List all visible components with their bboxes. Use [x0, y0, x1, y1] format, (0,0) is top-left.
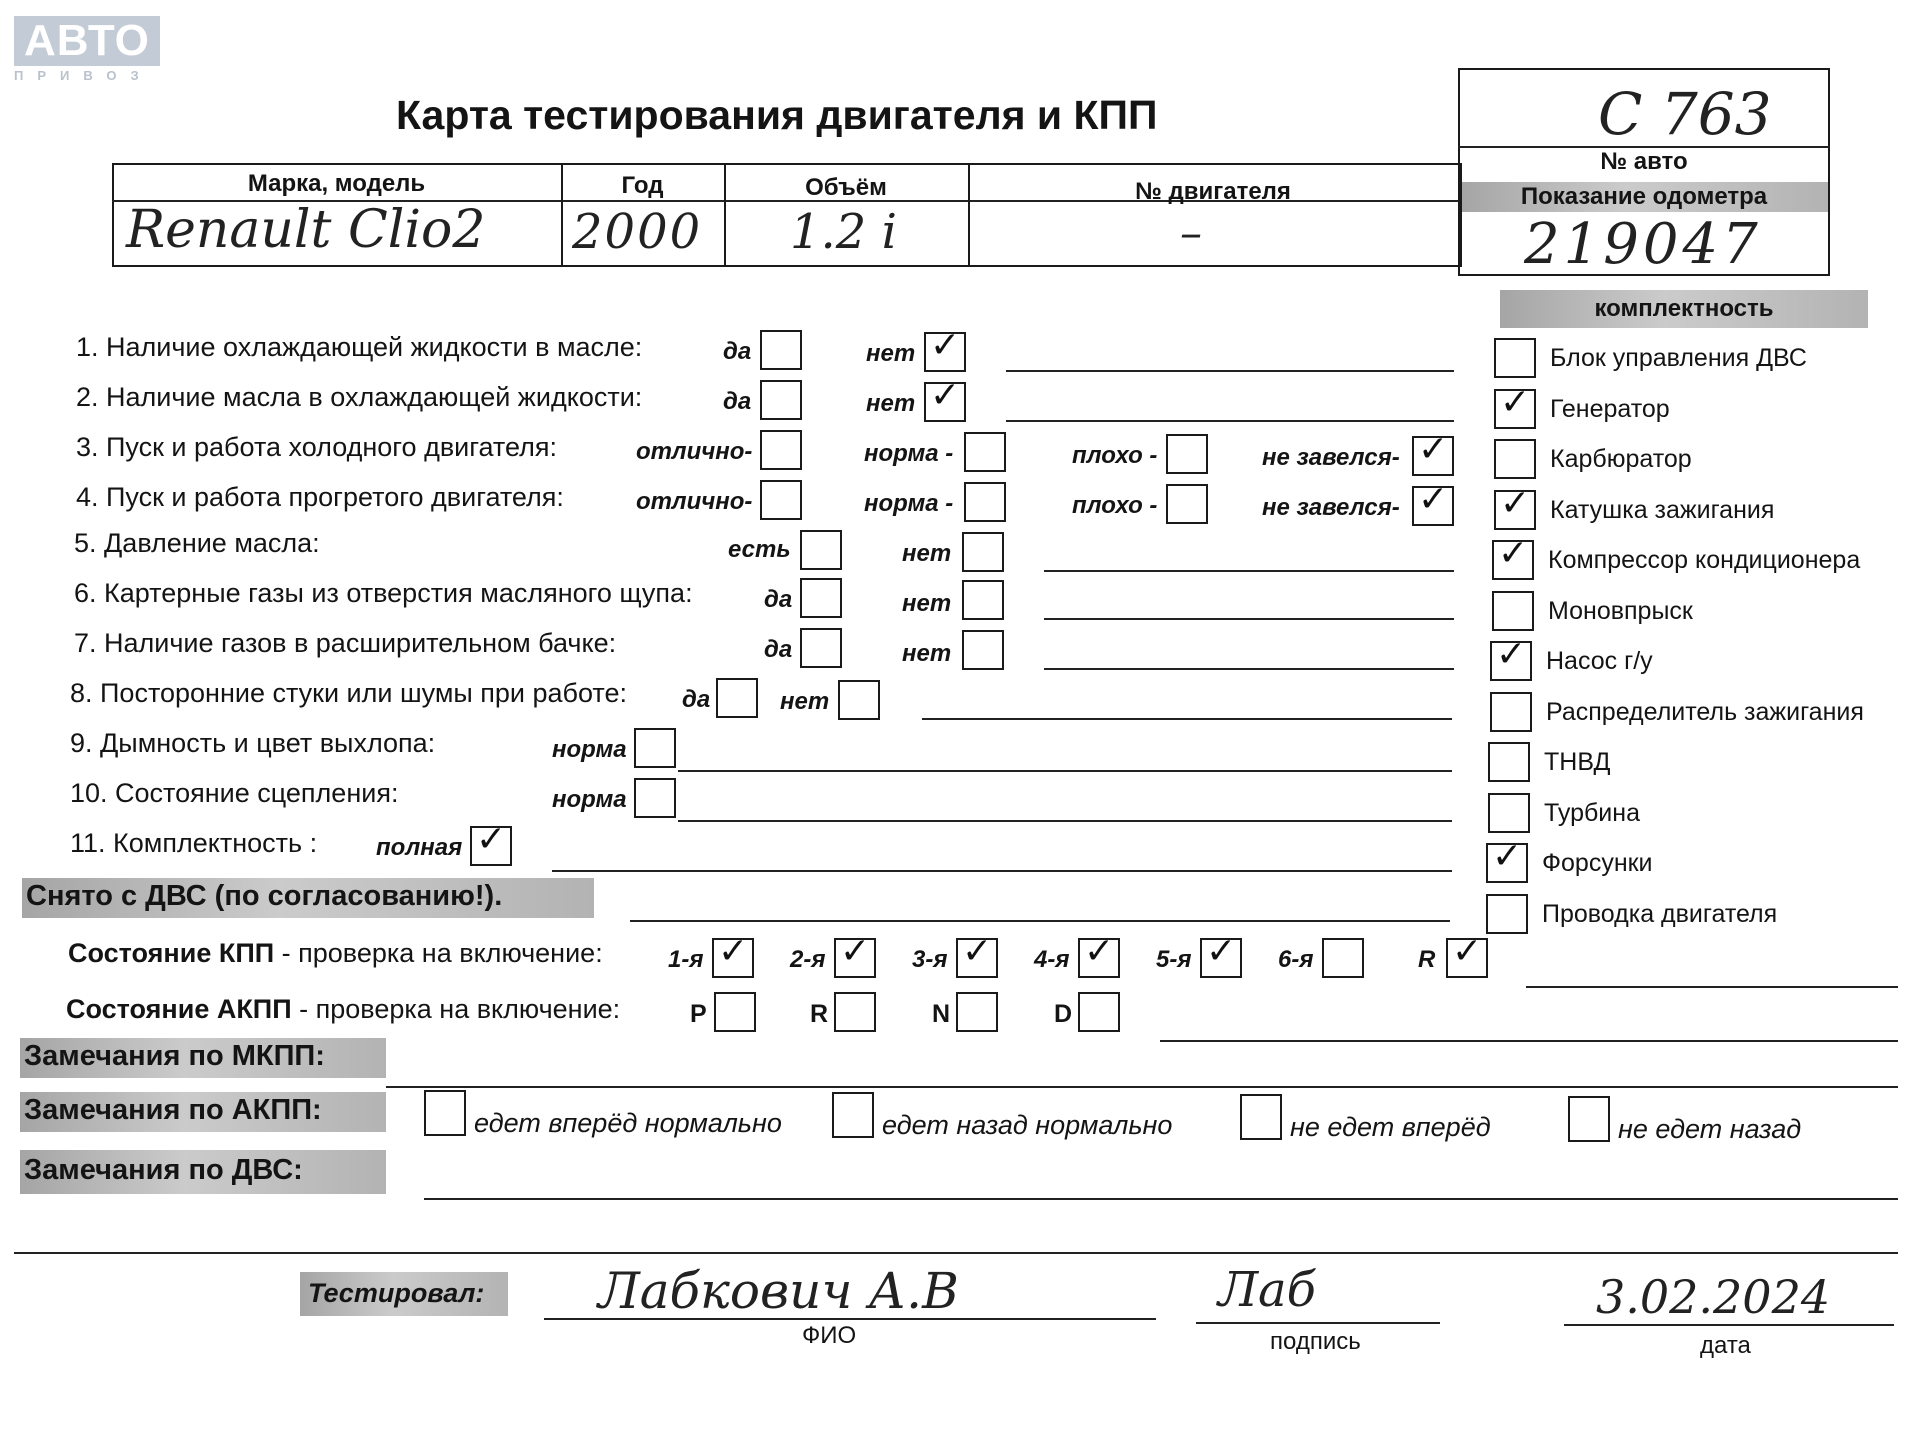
q2-no-checkbox[interactable] — [924, 382, 966, 422]
kpp-gear-label: 4-я — [1034, 946, 1070, 973]
akpp-remark-option-label: едет вперёд нормально — [474, 1108, 782, 1138]
completeness-checkbox[interactable] — [1492, 591, 1534, 631]
kpp-gear-label: 5-я — [1156, 946, 1192, 973]
akpp-remark-checkbox[interactable] — [1568, 1096, 1610, 1142]
q7-yes-label: да — [764, 636, 793, 663]
q1-no-label: нет — [866, 340, 916, 367]
name-caption: ФИО — [802, 1322, 857, 1349]
akpp-label-bold: Состояние АКПП — [66, 994, 292, 1024]
auto-number-value: C 763 — [1598, 80, 1772, 148]
odometer-label: Показание одометра — [1520, 183, 1768, 210]
q8-yes-label: да — [682, 686, 711, 713]
kpp-gear-checkbox[interactable] — [712, 938, 754, 978]
q5-yes-checkbox[interactable] — [800, 530, 842, 570]
akpp-mode-checkbox[interactable] — [956, 992, 998, 1032]
q4-bad-checkbox[interactable] — [1166, 484, 1208, 524]
kpp-gear-label: 3-я — [912, 946, 948, 973]
q10-label: 10. Состояние сцепления: — [70, 778, 399, 808]
akpp-remark-checkbox[interactable] — [832, 1092, 874, 1138]
q8-no-checkbox[interactable] — [838, 680, 880, 720]
kpp-gear-label: 1-я — [668, 946, 704, 973]
remarks-mkpp-label: Замечания по МКПП: — [24, 1040, 325, 1072]
q11-full-label: полная — [376, 834, 463, 861]
q4-bad-label: плохо - — [1072, 492, 1158, 519]
q8-yes-checkbox[interactable] — [716, 678, 758, 718]
completeness-item-label: Проводка двигателя — [1542, 899, 1778, 928]
completeness-item-label: Генератор — [1550, 394, 1670, 423]
q1-no-checkbox[interactable] — [924, 332, 966, 372]
completeness-checkbox[interactable] — [1488, 793, 1530, 833]
q2-no-label: нет — [866, 390, 916, 417]
q11-full-checkbox[interactable] — [470, 826, 512, 866]
kpp-gear-checkbox[interactable] — [1200, 938, 1242, 978]
kpp-label — [68, 938, 603, 969]
akpp-mode-checkbox[interactable] — [714, 992, 756, 1032]
q7-no-checkbox[interactable] — [962, 630, 1004, 670]
q2-yes-checkbox[interactable] — [760, 380, 802, 420]
q4-not-started-label: не завелся- — [1262, 494, 1400, 521]
akpp-mode-label: D — [1054, 1000, 1073, 1028]
q1-label: 1. Наличие охлаждающей жидкости в масле: — [76, 332, 643, 362]
completeness-item-label: Компрессор кондиционера — [1548, 546, 1861, 574]
q1-yes-label: да — [723, 338, 752, 365]
completeness-checkbox[interactable] — [1494, 439, 1536, 479]
q2-yes-label: да — [723, 388, 752, 415]
year-value: 2000 — [572, 204, 703, 260]
q4-excellent-checkbox[interactable] — [760, 480, 802, 520]
q6-no-label: нет — [902, 590, 952, 617]
q7-no-label: нет — [902, 640, 952, 667]
odometer-value: 219047 — [1524, 212, 1762, 277]
completeness-checkbox[interactable] — [1488, 742, 1530, 782]
logo-main: АВТО — [14, 16, 160, 66]
signature-value: Лаб — [1218, 1262, 1316, 1318]
akpp-remark-option-label: едет назад нормально — [882, 1110, 1173, 1140]
q3-normal-label: норма - — [864, 440, 954, 467]
q7-label: 7. Наличие газов в расширительном бачке: — [74, 628, 617, 658]
q4-normal-checkbox[interactable] — [964, 482, 1006, 522]
akpp-mode-label: N — [932, 1000, 951, 1028]
akpp-mode-checkbox[interactable] — [834, 992, 876, 1032]
completeness-item-label: Катушка зажигания — [1550, 495, 1775, 524]
date-value: 3.02.2024 — [1596, 1270, 1831, 1324]
remarks-akpp-label: Замечания по АКПП: — [24, 1094, 322, 1126]
completeness-item-label: Турбина — [1544, 798, 1640, 827]
q8-label: 8. Посторонние стуки или шумы при работе: — [70, 678, 628, 708]
page-title: Карта тестирования двигателя и КПП — [396, 92, 1158, 138]
q3-normal-checkbox[interactable] — [964, 432, 1006, 472]
akpp-remark-checkbox[interactable] — [424, 1090, 466, 1136]
q4-label: 4. Пуск и работа прогретого двигателя: — [76, 482, 564, 512]
q9-normal-label: норма — [552, 736, 627, 763]
kpp-label-rest: - проверка на включение: — [281, 938, 603, 968]
akpp-label — [66, 994, 620, 1025]
completeness-checkbox[interactable] — [1490, 641, 1532, 681]
removed-label: Снято с ДВС (по согласованию!). — [26, 880, 503, 912]
completeness-checkbox[interactable] — [1492, 540, 1534, 580]
q3-not-started-checkbox[interactable] — [1412, 436, 1454, 476]
completeness-item-label: Насос г/у — [1546, 647, 1653, 675]
akpp-remark-checkbox[interactable] — [1240, 1094, 1282, 1140]
engine-number-label: № двигателя — [1135, 178, 1291, 205]
kpp-label-bold: Состояние КПП — [68, 938, 275, 968]
q3-not-started-label: не завелся- — [1262, 444, 1400, 471]
kpp-gear-label: R — [1418, 946, 1436, 973]
kpp-gear-checkbox[interactable] — [1322, 938, 1364, 978]
completeness-item-label: Форсунки — [1542, 849, 1653, 877]
q3-excellent-checkbox[interactable] — [760, 430, 802, 470]
make-label: Марка, модель — [247, 170, 426, 197]
logo-sub: ПРИВОЗ — [14, 68, 153, 83]
q4-normal-label: норма - — [864, 490, 954, 517]
q6-no-checkbox[interactable] — [962, 580, 1004, 620]
signature-caption: подпись — [1270, 1328, 1361, 1355]
q5-no-label: нет — [902, 540, 952, 567]
akpp-remark-option-label: не едет назад — [1618, 1114, 1802, 1144]
q11-label: 11. Комплектность : — [70, 828, 318, 858]
q10-normal-checkbox[interactable] — [634, 778, 676, 818]
completeness-item-label: Моновпрыск — [1548, 596, 1693, 625]
q10-normal-label: норма — [552, 786, 627, 813]
tested-label: Тестировал: — [308, 1278, 485, 1308]
completeness-item-label: Блок управления ДВС — [1550, 344, 1807, 372]
akpp-remark-option-label: не едет вперёд — [1290, 1112, 1491, 1142]
completeness-header: комплектность — [1594, 295, 1774, 322]
q7-yes-checkbox[interactable] — [800, 628, 842, 668]
q3-label: 3. Пуск и работа холодного двигателя: — [76, 432, 557, 462]
akpp-mode-checkbox[interactable] — [1078, 992, 1120, 1032]
q6-label: 6. Картерные газы из отверстия масляного щупа: — [74, 578, 693, 608]
kpp-gear-checkbox[interactable] — [1078, 938, 1120, 978]
akpp-mode-label: R — [810, 1000, 829, 1028]
kpp-gear-checkbox[interactable] — [956, 938, 998, 978]
q6-yes-checkbox[interactable] — [800, 578, 842, 618]
q5-yes-label: есть — [728, 536, 791, 563]
auto-number-label: № авто — [1600, 148, 1688, 175]
q8-no-label: нет — [780, 688, 830, 715]
q3-bad-label: плохо - — [1072, 442, 1158, 469]
completeness-checkbox[interactable] — [1486, 843, 1528, 883]
logo — [14, 16, 160, 83]
kpp-gear-checkbox[interactable] — [1446, 938, 1488, 978]
completeness-checkbox[interactable] — [1494, 389, 1536, 429]
kpp-gear-label: 6-я — [1278, 946, 1314, 973]
q3-bad-checkbox[interactable] — [1166, 434, 1208, 474]
completeness-item-label: Распределитель зажигания — [1546, 697, 1864, 726]
q9-label: 9. Дымность и цвет выхлопа: — [70, 728, 436, 758]
q5-label: 5. Давление масла: — [74, 528, 320, 558]
remarks-dvs-label: Замечания по ДВС: — [24, 1154, 303, 1186]
q3-excellent-label: отлично- — [636, 438, 753, 465]
completeness-checkbox[interactable] — [1494, 490, 1536, 530]
completeness-checkbox[interactable] — [1486, 894, 1528, 934]
q2-label: 2. Наличие масла в охлаждающей жидкости: — [76, 382, 643, 412]
volume-value: 1.2 i — [790, 204, 897, 260]
make-value: Renault Clio2 — [126, 200, 486, 260]
year-label: Год — [621, 172, 664, 199]
akpp-label-rest: - проверка на включение: — [299, 994, 621, 1024]
kpp-gear-checkbox[interactable] — [834, 938, 876, 978]
q1-yes-checkbox[interactable] — [760, 330, 802, 370]
tester-name-value: Лабкович А.В — [598, 1262, 959, 1320]
q4-not-started-checkbox[interactable] — [1412, 486, 1454, 526]
completeness-item-label: Карбюратор — [1550, 445, 1692, 473]
kpp-gear-label: 2-я — [790, 946, 826, 973]
completeness-checkbox[interactable] — [1490, 692, 1532, 732]
akpp-mode-label: P — [690, 1000, 707, 1028]
q5-no-checkbox[interactable] — [962, 532, 1004, 572]
date-caption: дата — [1700, 1332, 1751, 1359]
engine-number-value: – — [1180, 208, 1202, 259]
completeness-item-label: ТНВД — [1544, 748, 1611, 776]
completeness-checkbox[interactable] — [1494, 338, 1536, 378]
q6-yes-label: да — [764, 586, 793, 613]
q9-normal-checkbox[interactable] — [634, 728, 676, 768]
q4-excellent-label: отлично- — [636, 488, 753, 515]
volume-label: Объём — [805, 174, 887, 201]
